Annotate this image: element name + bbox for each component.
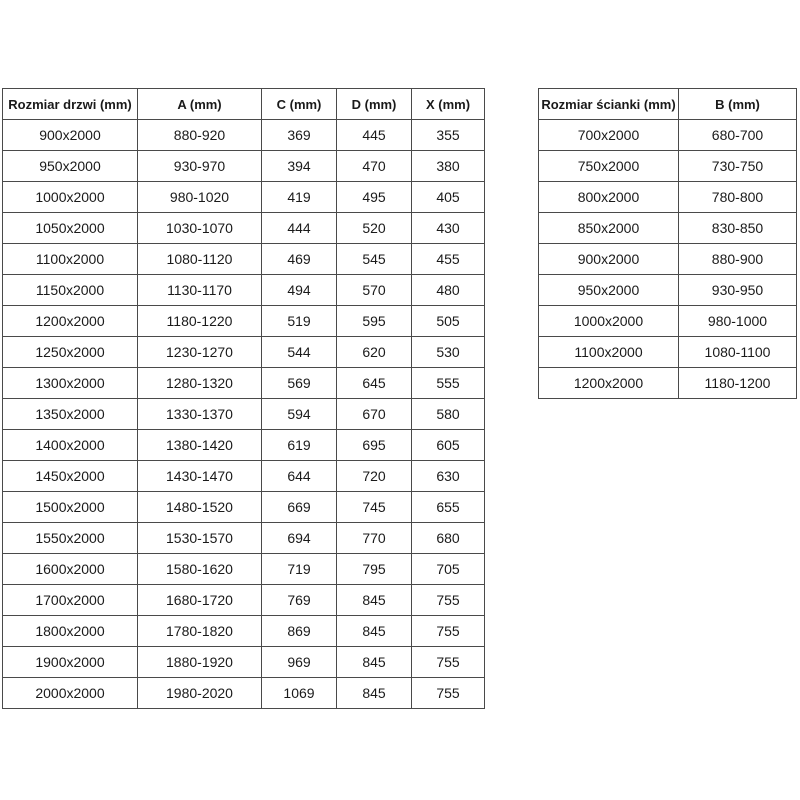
- table-cell: 694: [262, 523, 337, 554]
- table-cell: 1080-1100: [679, 337, 797, 368]
- table-cell: 980-1020: [138, 182, 262, 213]
- table-cell: 1180-1200: [679, 368, 797, 399]
- table-cell: 1230-1270: [138, 337, 262, 368]
- table-cell: 645: [337, 368, 412, 399]
- door-col-header-a: A (mm): [138, 89, 262, 120]
- table-cell: 755: [412, 678, 485, 709]
- table-cell: 880-900: [679, 244, 797, 275]
- table-cell: 619: [262, 430, 337, 461]
- table-cell: 720: [337, 461, 412, 492]
- table-cell: 755: [412, 647, 485, 678]
- table-header-row: [539, 89, 797, 120]
- table-cell: 1330-1370: [138, 399, 262, 430]
- table-cell: 430: [412, 213, 485, 244]
- table-cell: 845: [337, 616, 412, 647]
- table-cell: 594: [262, 399, 337, 430]
- table-cell: 1980-2020: [138, 678, 262, 709]
- table-cell: 969: [262, 647, 337, 678]
- table-cell: 900x2000: [3, 120, 138, 151]
- table-cell: 750x2000: [539, 151, 679, 182]
- table-cell: 1480-1520: [138, 492, 262, 523]
- table-cell: 1130-1170: [138, 275, 262, 306]
- wall-col-header-rozmiar-scianki: Rozmiar ścianki (mm): [539, 89, 679, 120]
- table-cell: 1780-1820: [138, 616, 262, 647]
- table-cell: 1500x2000: [3, 492, 138, 523]
- table-cell: 930-970: [138, 151, 262, 182]
- table-cell: 1380-1420: [138, 430, 262, 461]
- table-row: [539, 275, 797, 306]
- table-cell: 369: [262, 120, 337, 151]
- door-col-header-c: C (mm): [262, 89, 337, 120]
- table-cell: 1350x2000: [3, 399, 138, 430]
- table-row: [3, 306, 485, 337]
- table-row: [3, 275, 485, 306]
- table-cell: 1100x2000: [3, 244, 138, 275]
- table-cell: 900x2000: [539, 244, 679, 275]
- table-row: [539, 244, 797, 275]
- table-cell: 1250x2000: [3, 337, 138, 368]
- table-header-row: [3, 89, 485, 120]
- table-cell: 669: [262, 492, 337, 523]
- table-cell: 605: [412, 430, 485, 461]
- table-cell: 980-1000: [679, 306, 797, 337]
- table-row: [3, 151, 485, 182]
- table-row: [3, 616, 485, 647]
- table-row: [3, 678, 485, 709]
- door-col-header-d: D (mm): [337, 89, 412, 120]
- table-cell: 700x2000: [539, 120, 679, 151]
- table-cell: 1530-1570: [138, 523, 262, 554]
- table-cell: 520: [337, 213, 412, 244]
- table-cell: 1050x2000: [3, 213, 138, 244]
- table-cell: 1900x2000: [3, 647, 138, 678]
- table-row: [539, 337, 797, 368]
- table-cell: 630: [412, 461, 485, 492]
- table-row: [3, 213, 485, 244]
- table-row: [3, 182, 485, 213]
- table-cell: 1700x2000: [3, 585, 138, 616]
- table-cell: 595: [337, 306, 412, 337]
- table-cell: 1069: [262, 678, 337, 709]
- table-cell: 850x2000: [539, 213, 679, 244]
- table-cell: 950x2000: [539, 275, 679, 306]
- table-cell: 869: [262, 616, 337, 647]
- wall-table-header: [539, 89, 797, 120]
- table-cell: 570: [337, 275, 412, 306]
- table-cell: 644: [262, 461, 337, 492]
- table-row: [3, 585, 485, 616]
- table-cell: 680-700: [679, 120, 797, 151]
- door-table-header: [3, 89, 485, 120]
- table-cell: 445: [337, 120, 412, 151]
- table-cell: 755: [412, 616, 485, 647]
- table-cell: 1150x2000: [3, 275, 138, 306]
- table-cell: 730-750: [679, 151, 797, 182]
- table-cell: 680: [412, 523, 485, 554]
- table-cell: 519: [262, 306, 337, 337]
- table-cell: 444: [262, 213, 337, 244]
- table-cell: 755: [412, 585, 485, 616]
- door-table-body: [3, 120, 485, 709]
- table-cell: 845: [337, 647, 412, 678]
- door-dimensions-table: [2, 88, 485, 709]
- table-row: [3, 120, 485, 151]
- table-cell: 1030-1070: [138, 213, 262, 244]
- table-cell: 1000x2000: [3, 182, 138, 213]
- table-cell: 380: [412, 151, 485, 182]
- table-cell: 705: [412, 554, 485, 585]
- door-col-header-x: X (mm): [412, 89, 485, 120]
- table-row: [539, 306, 797, 337]
- table-cell: 1300x2000: [3, 368, 138, 399]
- table-row: [3, 461, 485, 492]
- table-cell: 620: [337, 337, 412, 368]
- table-row: [539, 120, 797, 151]
- table-row: [3, 554, 485, 585]
- table-cell: 880-920: [138, 120, 262, 151]
- table-cell: 795: [337, 554, 412, 585]
- table-row: [3, 430, 485, 461]
- table-cell: 544: [262, 337, 337, 368]
- table-cell: 745: [337, 492, 412, 523]
- table-cell: 845: [337, 678, 412, 709]
- table-cell: 494: [262, 275, 337, 306]
- table-cell: 1880-1920: [138, 647, 262, 678]
- table-cell: 1550x2000: [3, 523, 138, 554]
- table-cell: 930-950: [679, 275, 797, 306]
- table-cell: 580: [412, 399, 485, 430]
- table-row: [3, 399, 485, 430]
- table-row: [3, 523, 485, 554]
- table-cell: 1200x2000: [3, 306, 138, 337]
- table-cell: 695: [337, 430, 412, 461]
- table-cell: 419: [262, 182, 337, 213]
- table-cell: 1450x2000: [3, 461, 138, 492]
- table-row: [539, 368, 797, 399]
- table-cell: 530: [412, 337, 485, 368]
- table-cell: 769: [262, 585, 337, 616]
- table-cell: 1080-1120: [138, 244, 262, 275]
- table-cell: 405: [412, 182, 485, 213]
- table-row: [3, 647, 485, 678]
- table-cell: 1400x2000: [3, 430, 138, 461]
- table-cell: 569: [262, 368, 337, 399]
- table-row: [3, 337, 485, 368]
- wall-col-header-b: B (mm): [679, 89, 797, 120]
- table-cell: 2000x2000: [3, 678, 138, 709]
- table-row: [3, 244, 485, 275]
- table-cell: 495: [337, 182, 412, 213]
- table-cell: 655: [412, 492, 485, 523]
- table-cell: 1280-1320: [138, 368, 262, 399]
- table-row: [3, 492, 485, 523]
- table-cell: 480: [412, 275, 485, 306]
- table-cell: 845: [337, 585, 412, 616]
- wall-dimensions-table: [538, 88, 797, 399]
- table-cell: 1430-1470: [138, 461, 262, 492]
- door-col-header-rozmiar-drzwi: Rozmiar drzwi (mm): [3, 89, 138, 120]
- table-cell: 545: [337, 244, 412, 275]
- table-cell: 670: [337, 399, 412, 430]
- table-cell: 950x2000: [3, 151, 138, 182]
- table-cell: 800x2000: [539, 182, 679, 213]
- table-row: [539, 151, 797, 182]
- table-cell: 469: [262, 244, 337, 275]
- table-cell: 1100x2000: [539, 337, 679, 368]
- table-cell: 1600x2000: [3, 554, 138, 585]
- table-cell: 355: [412, 120, 485, 151]
- table-cell: 505: [412, 306, 485, 337]
- table-row: [539, 182, 797, 213]
- table-cell: 1180-1220: [138, 306, 262, 337]
- table-cell: 719: [262, 554, 337, 585]
- table-cell: 830-850: [679, 213, 797, 244]
- wall-table-body: [539, 120, 797, 399]
- table-cell: 394: [262, 151, 337, 182]
- table-row: [539, 213, 797, 244]
- table-cell: 780-800: [679, 182, 797, 213]
- table-cell: 1680-1720: [138, 585, 262, 616]
- table-cell: 455: [412, 244, 485, 275]
- table-cell: 1800x2000: [3, 616, 138, 647]
- table-cell: 555: [412, 368, 485, 399]
- table-row: [3, 368, 485, 399]
- table-cell: 470: [337, 151, 412, 182]
- table-cell: 1200x2000: [539, 368, 679, 399]
- table-cell: 1580-1620: [138, 554, 262, 585]
- table-cell: 770: [337, 523, 412, 554]
- table-cell: 1000x2000: [539, 306, 679, 337]
